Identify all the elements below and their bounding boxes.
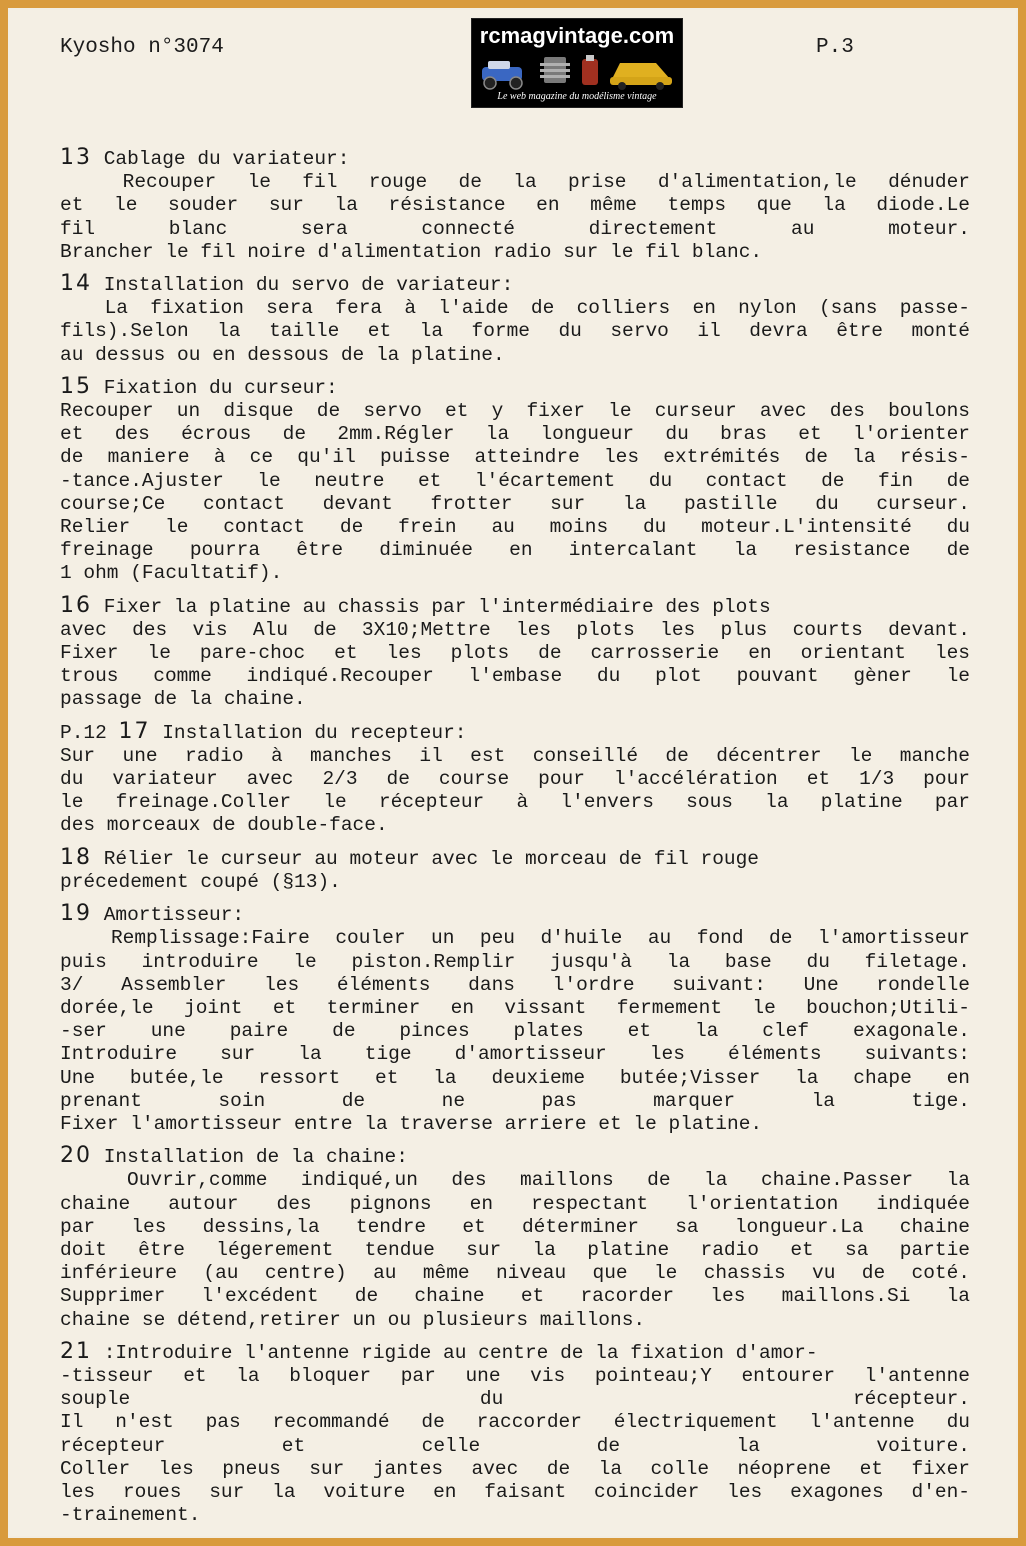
- header-model: Kyosho n°3074: [60, 36, 224, 59]
- text-line: du variateur avec 2/3 de course pour l'accélération et 1/3 pour: [60, 768, 970, 791]
- section-number: 16: [60, 592, 92, 618]
- section-heading: [60, 375, 970, 400]
- text-line: -trainement.: [60, 1504, 201, 1527]
- text-line: et le souder sur la résistance en même temps que la diode.Le: [60, 194, 970, 217]
- section-heading: [60, 1340, 970, 1365]
- section-number: 14: [60, 271, 92, 297]
- section-number: 21: [60, 1338, 92, 1364]
- text-line: Sur une radio à manches il est conseillé de décentrer le manche: [60, 744, 970, 767]
- text-line: chaine autour des pignons en respectant l'orientation indiquée: [60, 1192, 970, 1215]
- text-line: La fixation sera fera à l'aide de colliers en nylon (sans passe-: [60, 297, 970, 320]
- text-line: Fixer le pare-choc et les plots de carrosserie en orientant les: [60, 642, 970, 665]
- section-title: Amortisseur:: [92, 904, 245, 927]
- text-line: précedement coupé (§13).: [60, 870, 341, 893]
- section-title: Installation de la chaine:: [92, 1146, 408, 1169]
- text-line: fil blanc sera connecté directement au moteur.: [60, 217, 970, 240]
- text-line: puis introduire le piston.Remplir jusqu'à la base du filetage.: [60, 950, 970, 973]
- header-page-number: P.3: [816, 36, 854, 59]
- text-line: fils).Selon la taille et la forme du servo il devra être monté: [60, 320, 970, 343]
- text-line: inférieure (au centre) au même niveau que le chassis vu de coté.: [60, 1262, 970, 1285]
- text-line: Recouper le fil rouge de la prise d'alimentation,le dénuder: [60, 171, 970, 194]
- text-line: Supprimer l'excédent de chaine et racorder les maillons.Si la: [60, 1285, 970, 1308]
- text-line: et des écrous de 2mm.Régler la longueur du bras et l'orienter: [60, 423, 970, 446]
- section-heading: [60, 1144, 970, 1169]
- text-line: course;Ce contact devant frotter sur la pastille du curseur.: [60, 492, 970, 515]
- instruction-section-19: [60, 902, 970, 1136]
- text-line: Brancher le fil noire d'alimentation radio sur le fil blanc.: [60, 240, 763, 263]
- logo-subtitle: Le web magazine du modélisme vintage: [497, 91, 657, 102]
- text-line: 3/ Assembler les éléments dans l'ordre suivant: Une rondelle: [60, 973, 970, 996]
- section-title: Installation du servo de variateur:: [92, 274, 514, 297]
- section-heading: [60, 846, 970, 871]
- text-line: -tance.Ajuster le neutre et l'écartement du contact de fin de: [60, 469, 970, 492]
- text-line: avec des vis Alu de 3X10;Mettre les plots les plus courts devant.: [60, 618, 970, 641]
- text-line: Ouvrir,comme indiqué,un des maillons de la chaine.Passer la: [60, 1169, 970, 1192]
- text-line: les roues sur la voiture en faisant coincider les exagones d'en-: [60, 1480, 970, 1503]
- instruction-section-13: [60, 146, 970, 264]
- section-title: Installation du recepteur:: [150, 721, 467, 744]
- text-line: Il n'est pas recommandé de raccorder électriquement l'antenne du: [60, 1411, 970, 1434]
- text-line: Recouper un disque de servo et y fixer le curseur avec des boulons: [60, 400, 970, 423]
- text-line: dorée,le joint et terminer en vissant fermement le bouchon;Utili-: [60, 996, 970, 1019]
- text-line: freinage pourra être diminuée en intercalant la resistance de: [60, 539, 970, 562]
- instructions-body: [60, 146, 970, 1535]
- text-line: passage de la chaine.: [60, 688, 306, 711]
- section-heading: [60, 272, 970, 297]
- instruction-section-14: [60, 272, 970, 367]
- document-page: [10, 10, 1016, 1536]
- text-line: Fixer l'amortisseur entre la traverse arriere et le platine.: [60, 1112, 763, 1135]
- text-line: récepteur et celle de la voiture.: [60, 1434, 970, 1457]
- logo-title: rcmagvintage.com: [479, 23, 675, 48]
- text-line: -tisseur et la bloquer par une vis pointeau;Y entourer l'antenne: [60, 1364, 970, 1387]
- text-line: souple du récepteur.: [60, 1388, 970, 1411]
- text-line: trous comme indiqué.Recouper l'embase du plot pouvant gèner le: [60, 665, 970, 688]
- text-line: au dessus ou en dessous de la platine.: [60, 343, 505, 366]
- section-heading: [60, 146, 970, 171]
- text-line: le freinage.Coller le récepteur à l'envers sous la platine par: [60, 791, 970, 814]
- text-line: par les dessins,la tendre et déterminer sa longueur.La chaine: [60, 1215, 970, 1238]
- instruction-section-21: [60, 1340, 970, 1528]
- logo-vehicles-icon: [480, 51, 674, 91]
- section-title: Rélier le curseur au moteur avec le morceau de fil rouge: [92, 847, 760, 870]
- instruction-section-18: [60, 846, 970, 894]
- section-title: Fixer la platine au chassis par l'intermédiaire des plots: [92, 595, 771, 618]
- text-line: -ser une paire de pinces plates et la clef exagonale.: [60, 1020, 970, 1043]
- text-line: Coller les pneus sur jantes avec de la colle néoprene et fixer: [60, 1457, 970, 1480]
- section-title: Cablage du variateur:: [92, 148, 350, 170]
- text-line: doit être légerement tendue sur la platine radio et sa partie: [60, 1238, 970, 1261]
- section-number: 18: [60, 844, 92, 870]
- instruction-section-17: [60, 720, 970, 838]
- section-number: 15: [60, 373, 92, 399]
- section-heading: [60, 902, 970, 927]
- section-number: 20: [60, 1143, 92, 1169]
- text-line: chaine se détend,retirer un ou plusieurs maillons.: [60, 1308, 646, 1331]
- text-line: des morceaux de double-face.: [60, 814, 388, 837]
- section-title: :Introduire l'antenne rigide au centre de la fixation d'amor-: [92, 1341, 818, 1364]
- section-number: 13: [60, 145, 92, 170]
- text-line: prenant soin de ne pas marquer la tige.: [60, 1089, 970, 1112]
- text-line: Remplissage:Faire couler un peu d'huile au fond de l'amortisseur: [60, 927, 970, 950]
- text-line: Relier le contact de frein au moins du moteur.L'intensité du: [60, 516, 970, 539]
- text-line: Introduire sur la tige d'amortisseur les éléments suivants:: [60, 1043, 970, 1066]
- text-line: de maniere à ce qu'il puisse atteindre les extrémités de la résis-: [60, 446, 970, 469]
- section-title: Fixation du curseur:: [92, 376, 338, 399]
- section-heading: [60, 720, 970, 745]
- text-line: Une butée,le ressort et la deuxieme butée;Visser la chape en: [60, 1066, 970, 1089]
- section-number: 17: [118, 718, 151, 744]
- instruction-section-20: [60, 1144, 970, 1332]
- instruction-section-16: [60, 594, 970, 712]
- section-number: 19: [60, 901, 92, 927]
- instruction-section-15: [60, 375, 970, 586]
- section-page-ref: P.12: [60, 721, 119, 744]
- section-heading: [60, 594, 970, 619]
- site-logo[interactable]: [471, 18, 683, 108]
- text-line: 1 ohm (Facultatif).: [60, 562, 283, 585]
